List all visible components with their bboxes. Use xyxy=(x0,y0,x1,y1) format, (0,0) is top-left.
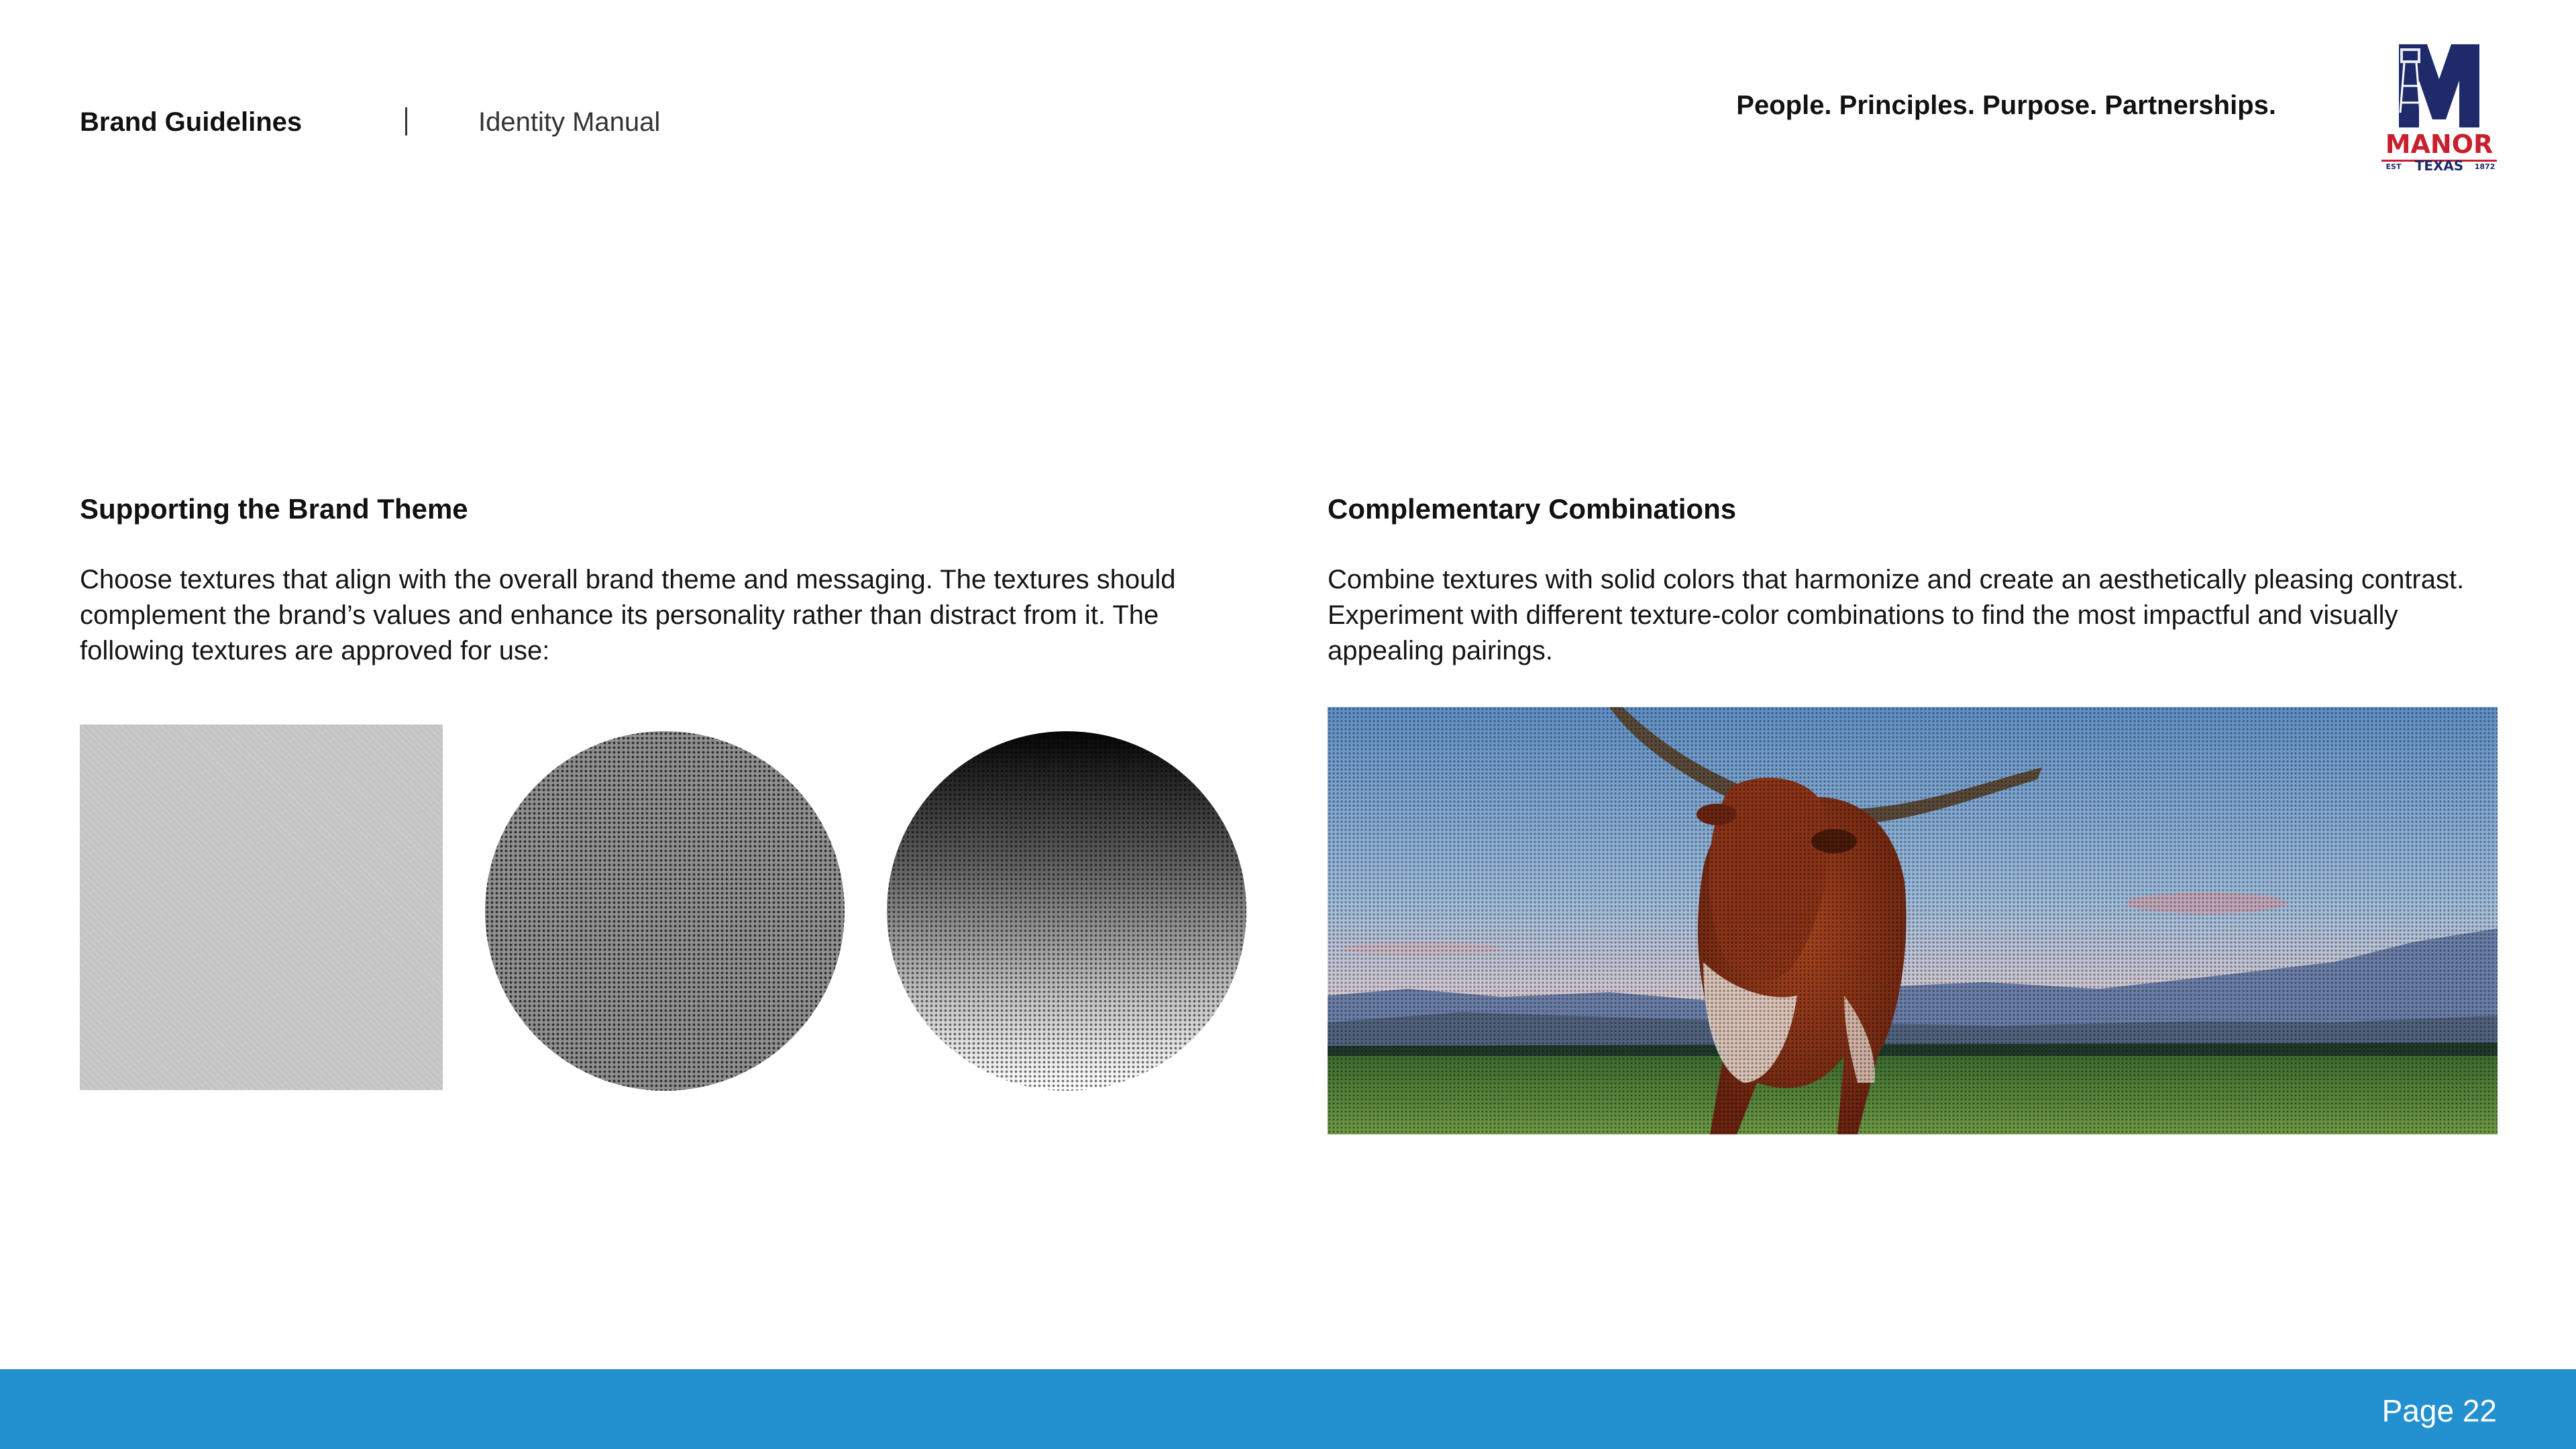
brand-title: Brand Guidelines xyxy=(80,107,303,137)
section-heading-combinations: Complementary Combinations xyxy=(1328,493,1737,525)
brand-subtitle: Identity Manual xyxy=(478,107,661,137)
logo-subtext: TEXAS xyxy=(2414,158,2464,170)
logo-text: MANOR xyxy=(2385,129,2493,159)
header-divider xyxy=(405,107,407,136)
logo-year: 1872 xyxy=(2474,162,2496,170)
page-number: Page 22 xyxy=(2381,1393,2497,1428)
section-heading-brand-theme: Supporting the Brand Theme xyxy=(80,493,468,525)
halftone-gradient-texture-circle xyxy=(887,731,1246,1091)
manor-texas-logo xyxy=(2380,39,2498,170)
logo-est: EST xyxy=(2385,162,2402,170)
footer-bar xyxy=(0,1369,2576,1449)
tagline: People. Principles. Purpose. Partnerships. xyxy=(1736,91,2276,120)
halftone-dot-texture-circle xyxy=(485,731,845,1091)
diagonal-line-texture-square xyxy=(80,724,443,1090)
section-body-combinations: Combine textures with solid colors that harmonize and create an aesthetically pleasing contrast. Experiment with different texture-color combinations to find the most impactful and visually appealing pairings. xyxy=(1328,565,2465,665)
section-body-brand-theme: Choose textures that align with the overall brand theme and messaging. The textures should complement the brand’s values and enhance its personality rather than distract from it. The following textures are approved for use: xyxy=(80,565,1176,665)
longhorn-cattle-photo xyxy=(1328,707,2498,1134)
